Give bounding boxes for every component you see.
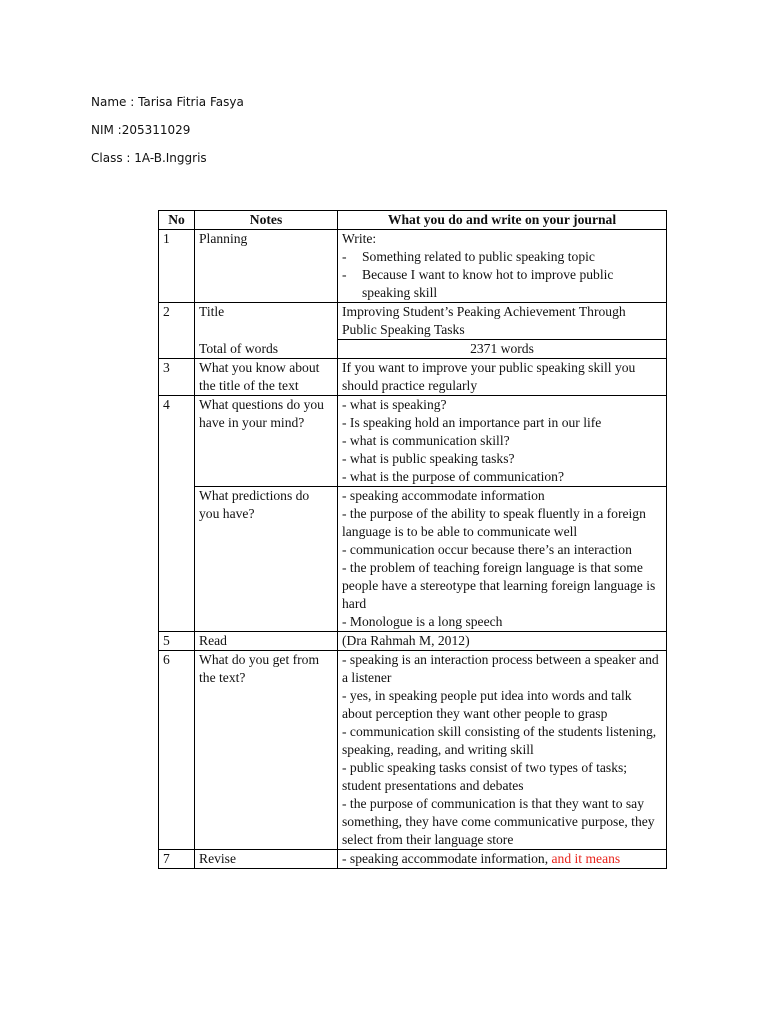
row-answer <box>338 651 667 850</box>
revise-text: - speaking accommodate information, <box>342 851 549 866</box>
list-item: - Because I want to know hot to improve public speaking skill <box>342 267 614 300</box>
student-info <box>91 94 244 178</box>
row-number: 2 <box>159 303 195 359</box>
row-answer <box>338 487 667 632</box>
table-row <box>159 651 667 850</box>
revise-highlight: and it means <box>548 851 621 866</box>
row-answer: Improving Student’s Peaking Achievement Through Public Speaking Tasks <box>338 303 667 340</box>
row-number: 3 <box>159 359 195 396</box>
list-item: - public speaking tasks consist of two types of tasks; student presentations and debates <box>342 760 628 793</box>
header-notes: Notes <box>195 211 338 230</box>
row-note: Title <box>195 303 338 340</box>
list-item: - speaking is an interaction process between a speaker and a listener <box>342 652 659 685</box>
table-row <box>159 850 667 869</box>
list-item: - yes, in speaking people put idea into words and talk about perception they want other people to grasp <box>342 688 632 721</box>
list-item: - speaking accommodate information <box>342 488 545 503</box>
row-answer: (Dra Rahmah M, 2012) <box>338 632 667 651</box>
row-answer <box>338 850 667 869</box>
list-item: - Is speaking hold an importance part in our life <box>342 415 602 430</box>
student-name: Name : Tarisa Fitria Fasya <box>91 95 244 109</box>
row-number: 5 <box>159 632 195 651</box>
table-row <box>159 359 667 396</box>
list-item: - the purpose of the ability to speak fluently in a foreign language is to be able to communicate well <box>342 506 646 539</box>
row-number: 4 <box>159 396 195 632</box>
header-no: No <box>159 211 195 230</box>
list-item: - what is the purpose of communication? <box>342 469 564 484</box>
row-answer <box>338 230 667 303</box>
word-count: 2371 words <box>338 340 667 359</box>
list-item: - communication skill consisting of the students listening, speaking, reading, and writing skill <box>342 724 657 757</box>
table-header-row <box>159 211 667 230</box>
table-row <box>159 303 667 340</box>
row-note: What predictions do you have? <box>195 487 338 632</box>
row-number: 6 <box>159 651 195 850</box>
table-row <box>159 230 667 303</box>
row-note: What you know about the title of the text <box>195 359 338 396</box>
header-journal: What you do and write on your journal <box>338 211 667 230</box>
journal-table <box>158 210 667 869</box>
write-label: Write: <box>342 231 377 246</box>
row-number: 7 <box>159 850 195 869</box>
list-item: - the problem of teaching foreign language is that some people have a stereotype that learning foreign language is hard <box>342 560 656 611</box>
list-item: - what is speaking? <box>342 397 447 412</box>
row-note: Planning <box>195 230 338 303</box>
row-answer: If you want to improve your public speaking skill you should practice regularly <box>338 359 667 396</box>
row-note: What do you get from the text? <box>195 651 338 850</box>
row-answer <box>338 396 667 487</box>
row-note: Revise <box>195 850 338 869</box>
row-note: What questions do you have in your mind? <box>195 396 338 487</box>
table-row <box>159 396 667 487</box>
list-item: - what is public speaking tasks? <box>342 451 515 466</box>
row-note: Read <box>195 632 338 651</box>
list-item: - what is communication skill? <box>342 433 510 448</box>
table-row <box>159 340 667 359</box>
row-number: 1 <box>159 230 195 303</box>
student-class: Class : 1A-B.Inggris <box>91 151 207 165</box>
student-nim: NIM :205311029 <box>91 123 191 137</box>
list-item: - Something related to public speaking topic <box>342 249 595 264</box>
table-row <box>159 632 667 651</box>
row-note: Total of words <box>195 340 338 359</box>
list-item: - the purpose of communication is that they want to say something, they have come communicative purpose, they select from their language store <box>342 796 655 847</box>
list-item: - communication occur because there’s an interaction <box>342 542 632 557</box>
table-row <box>159 487 667 632</box>
list-item: - Monologue is a long speech <box>342 614 503 629</box>
